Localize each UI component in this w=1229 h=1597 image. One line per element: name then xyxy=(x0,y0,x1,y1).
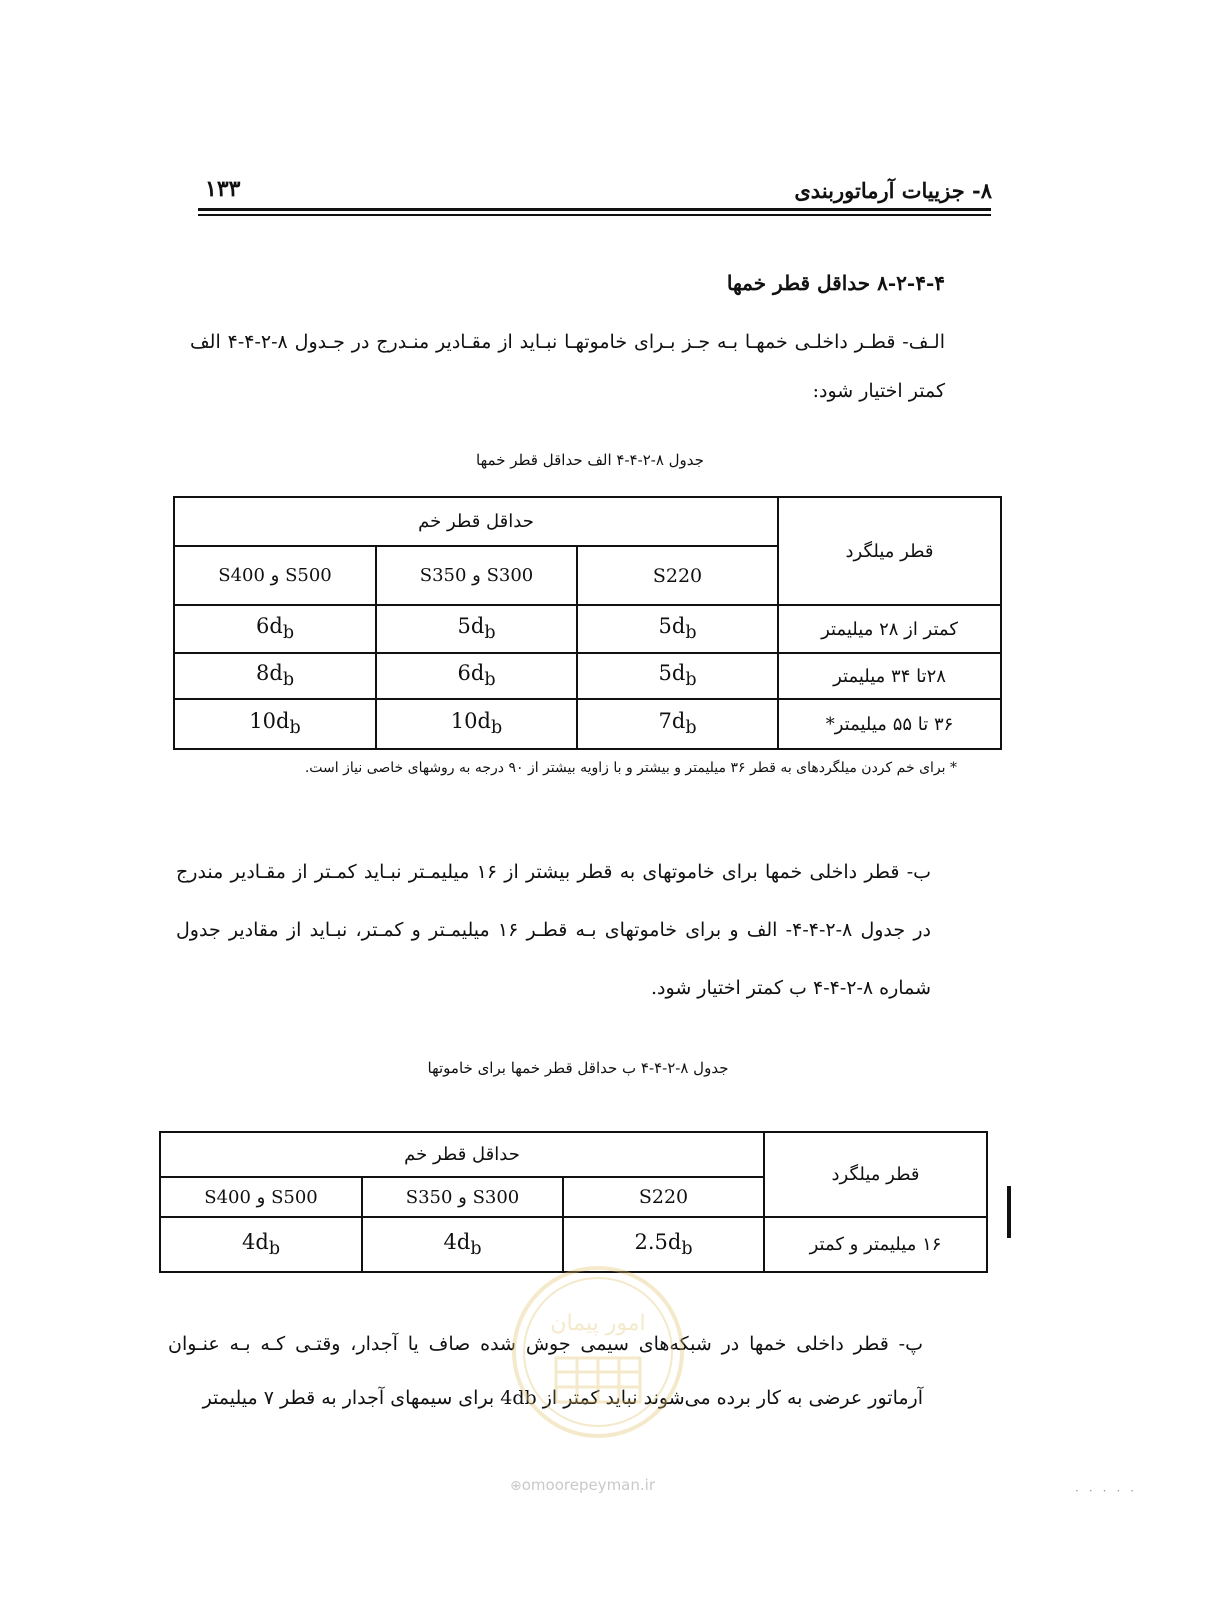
row-label: ۲۸تا ۳۴ میلیمتر xyxy=(778,653,1001,699)
col-header-s220: S220 xyxy=(563,1177,764,1217)
scan-dots: ····· xyxy=(1075,1484,1145,1498)
section-heading: ۸-۲-۴-۴ حداقل قطر خمها xyxy=(726,271,945,295)
cell-value: $8d_b$ xyxy=(174,653,376,699)
table1-footnote: * برای خم کردن میلگردهای به قطر ۳۶ میلیمتر و بیشتر و با زاویه بیشتر از ۹۰ درجه به روشهای خاصی نیاز است. xyxy=(304,760,957,776)
table-min-bend-diameter xyxy=(173,496,1002,750)
group-header: حداقل قطر خم xyxy=(160,1132,764,1177)
col-header-s500: S500 و S400 xyxy=(174,546,376,605)
col-header-s220: S220 xyxy=(577,546,778,605)
globe-icon: ⊕ xyxy=(510,1478,522,1494)
scan-mark xyxy=(1007,1186,1011,1238)
row-label: کمتر از ۲۸ میلیمتر xyxy=(778,605,1001,653)
group-header: حداقل قطر خم xyxy=(174,497,778,546)
cell-value: $10d_b$ xyxy=(376,699,577,749)
cell-value: $4d_b$ xyxy=(160,1217,362,1272)
cell-value: $2.5d_b$ xyxy=(563,1217,764,1272)
row-label: ۳۶ تا ۵۵ میلیمتر* xyxy=(778,699,1001,749)
cell-value: $5d_b$ xyxy=(577,605,778,653)
paragraph-a: الـف- قطـر داخلـی خمهـا بـه جـز بـرای خاموتهـا نبـاید از مقـادیر منـدرج در جـدول ۸-۲-۴-۴ الف کمتر اختیار شود: xyxy=(190,331,946,402)
paragraph-b: ب- قطر داخلی خمها برای خاموتهای به قطر بیشتر از ۱۶ میلیمـتر نبـاید کمـتر از مقـادیر مندرج در جدول ۸-۲-۴-۴- الف و برای خاموتهای بـه قطـر ۱۶ میلیمـتر و کمـتر، نبـاید از مقادیر جدول شماره ۸-۲-۴-۴ ب کمتر اختیار شود. xyxy=(176,861,931,999)
row-header: قطر میلگرد xyxy=(764,1132,987,1217)
watermark-site: ⊕omoorepeyman.ir xyxy=(510,1476,655,1494)
row-label: ۱۶ میلیمتر و کمتر xyxy=(764,1217,987,1272)
svg-text:امور پیمان: امور پیمان xyxy=(550,1311,646,1336)
table-row xyxy=(174,605,1001,653)
table-row xyxy=(174,653,1001,699)
cell-value: $5d_b$ xyxy=(577,653,778,699)
col-header-s300: S300 و S350 xyxy=(376,546,577,605)
row-header: قطر میلگرد xyxy=(778,497,1001,605)
table1-caption: جدول ۸-۲-۴-۴ الف حداقل قطر خمها xyxy=(476,451,704,469)
page-header-title: ۸- جزییات آرماتوربندی xyxy=(794,178,992,203)
paragraph-c: پ- قطر داخلی خمها در شبکه‌های سیمی جوش شده صاف یا آجدار، وقتـی کـه بـه عنـوان آرماتور عرضی به کار برده می‌شوند نباید کمتر از 4db برای سیمهای آجدار به قطر ۷ میلیمتر xyxy=(168,1333,923,1409)
table-row xyxy=(174,699,1001,749)
cell-value: $5d_b$ xyxy=(376,605,577,653)
col-header-s300: S300 و S350 xyxy=(362,1177,563,1217)
watermark-seal-icon xyxy=(508,1262,688,1442)
cell-value: $6d_b$ xyxy=(174,605,376,653)
col-header-s500: S500 و S400 xyxy=(160,1177,362,1217)
cell-value: $4d_b$ xyxy=(362,1217,563,1272)
table2-caption: جدول ۸-۲-۴-۴ ب حداقل قطر خمها برای خاموتها xyxy=(427,1059,729,1077)
cell-value: $7d_b$ xyxy=(577,699,778,749)
cell-value: $6d_b$ xyxy=(376,653,577,699)
header-rule xyxy=(198,208,991,220)
page-number: ۱۳۳ xyxy=(205,176,241,202)
table-min-bend-diameter-stirrups xyxy=(159,1131,988,1273)
cell-value: $10d_b$ xyxy=(174,699,376,749)
